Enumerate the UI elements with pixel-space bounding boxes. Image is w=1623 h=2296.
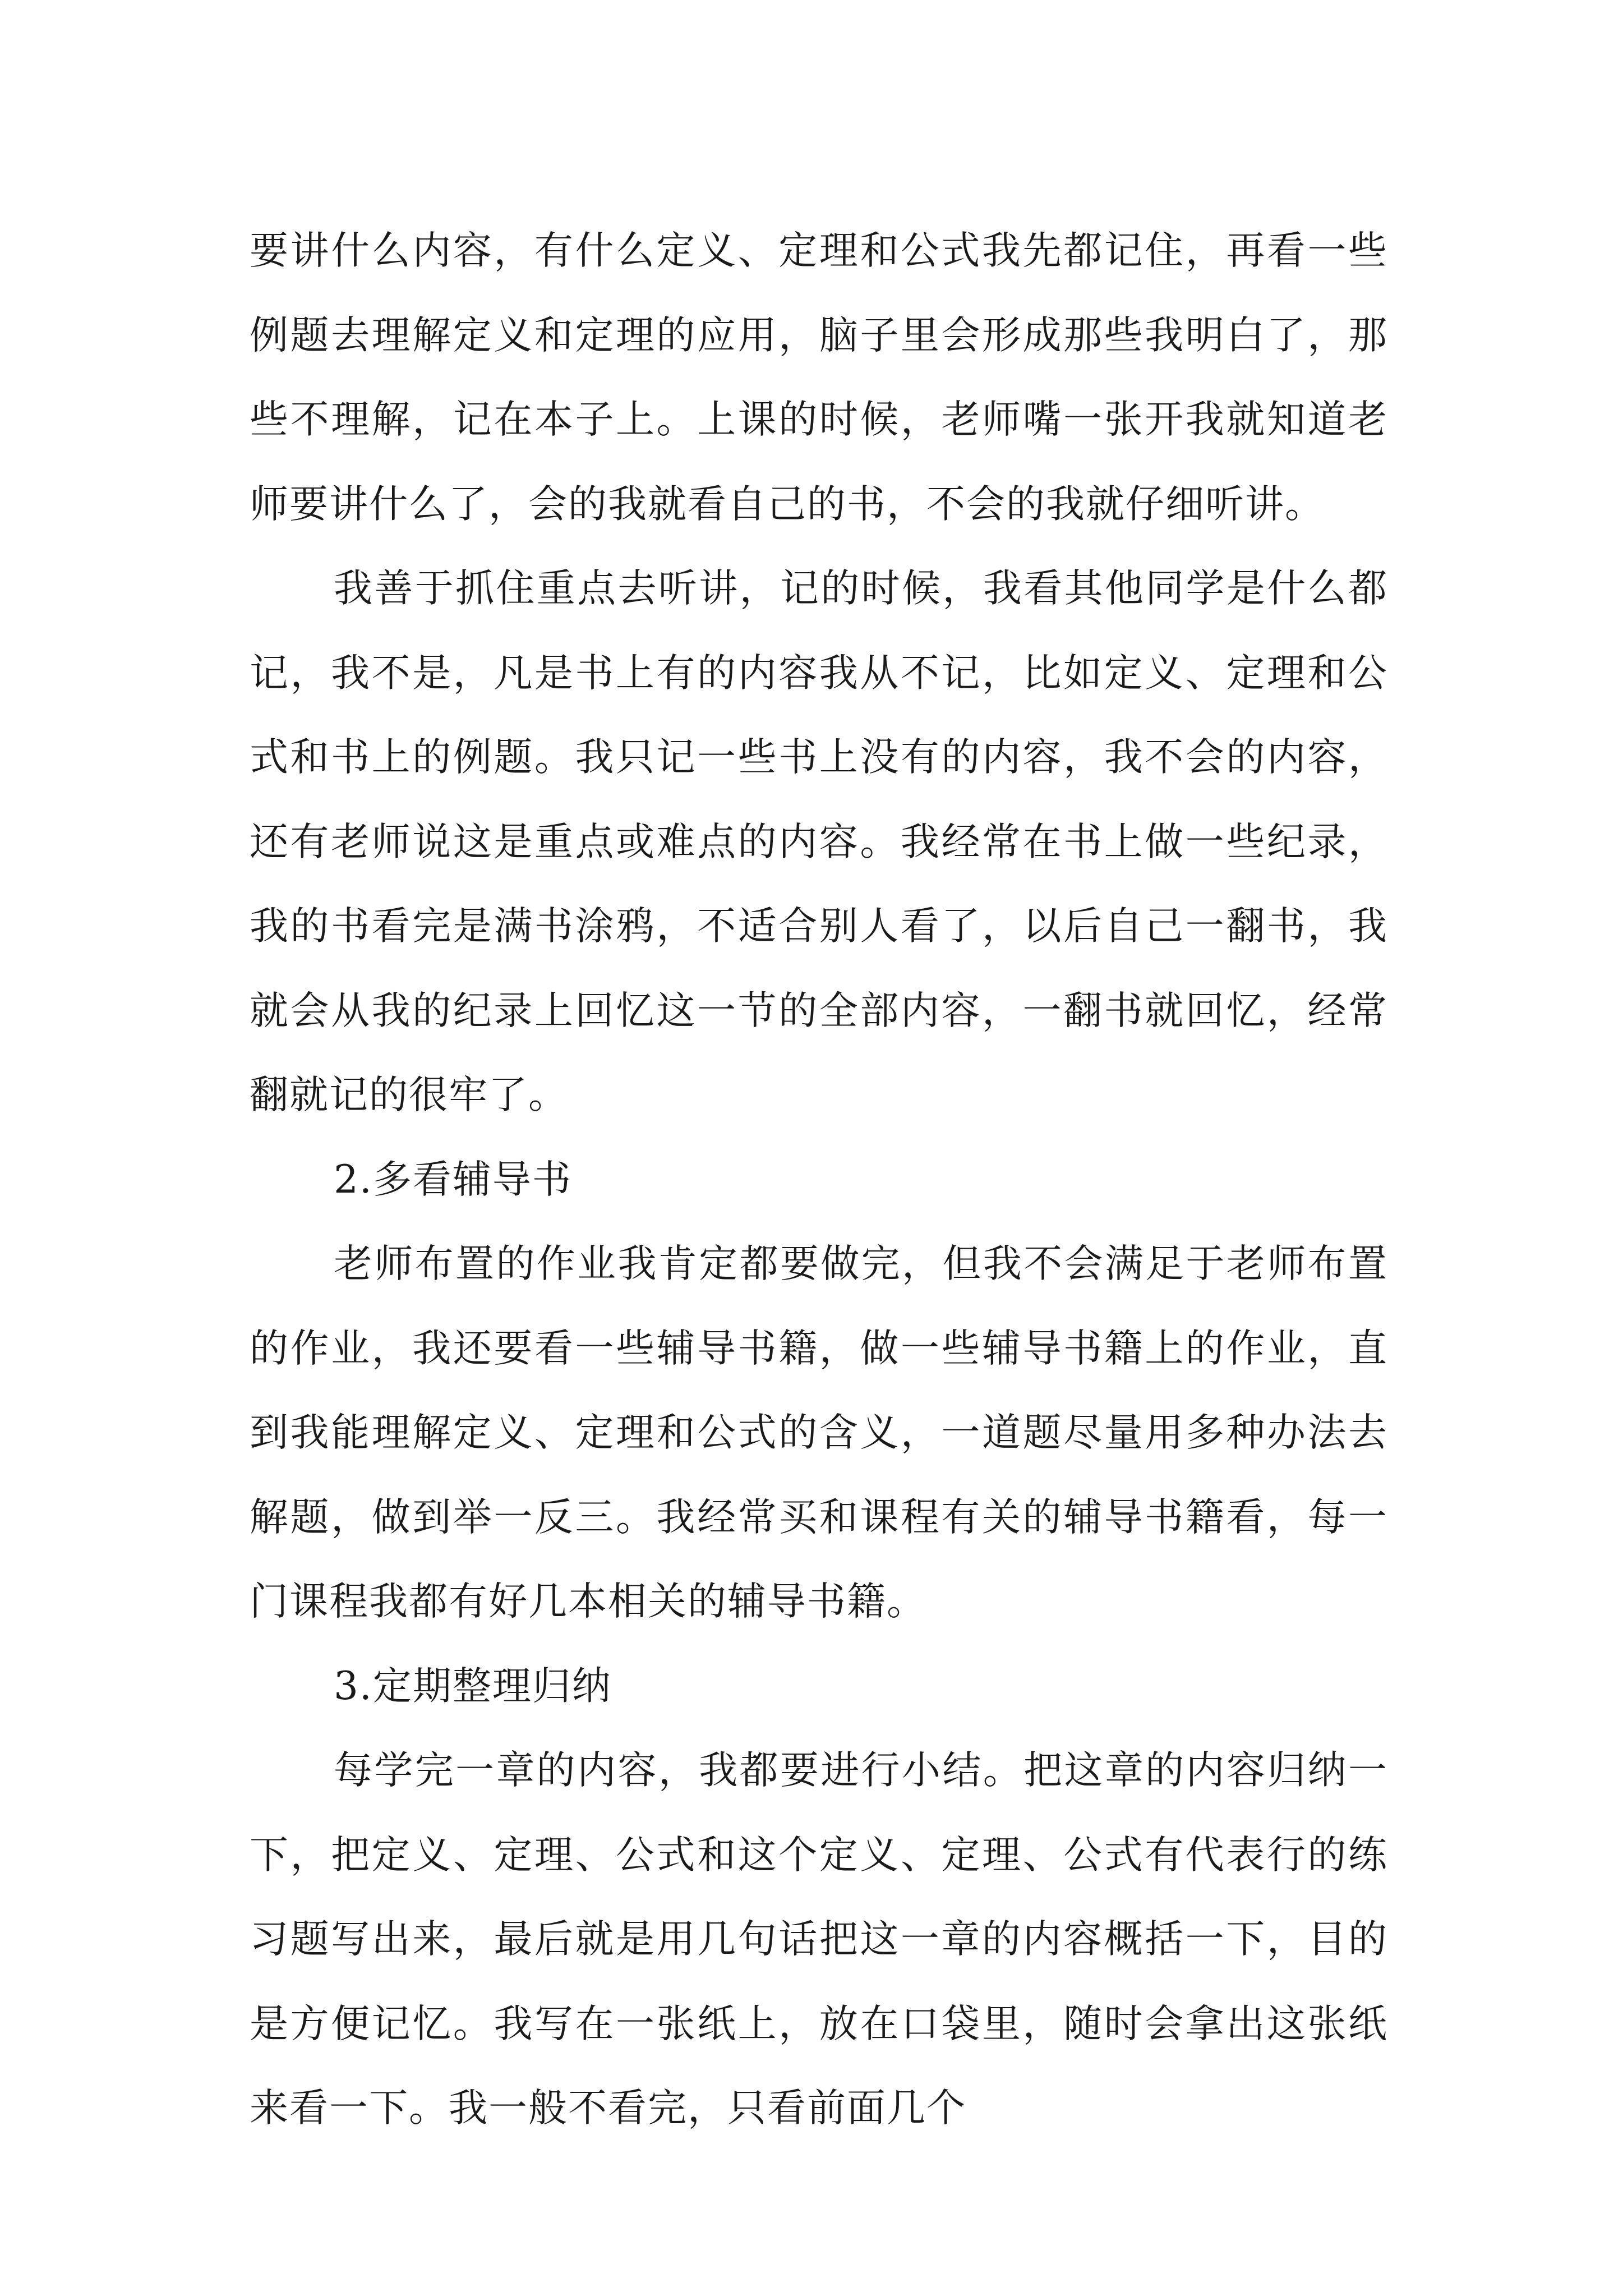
document-body xyxy=(250,209,1388,2151)
section-heading-2: 2.多看辅导书 xyxy=(334,1157,572,1202)
paragraph-reference-books: 老师布置的作业我肯定都要做完，但我不会满足于老师布置的作业，我还要看一些辅导书籍，做一些辅导书籍上的作业，直到我能理解定义、定理和公式的含义，一道题尽量用多种办法去解题，做到举一反三。我经常买和课程有关的辅导书籍看，每一门课程我都有好几本相关的辅导书籍。 xyxy=(250,1241,1388,1624)
section-heading-3: 3.定期整理归纳 xyxy=(334,1663,612,1709)
paragraph-continuation: 要讲什么内容，有什么定义、定理和公式我先都记住，再看一些例题去理解定义和定理的应用，脑子里会形成那些我明白了，那些不理解，记在本子上。上课的时候，老师嘴一张开我就知道老师要讲什么了，会的我就看自己的书，不会的我就仔细听讲。 xyxy=(250,228,1388,527)
paragraph-note-taking: 我善于抓住重点去听讲，记的时候，我看其他同学是什么都记，我不是，凡是书上有的内容我从不记，比如定义、定理和公式和书上的例题。我只记一些书上没有的内容，我不会的内容，还有老师说这是重点或难点的内容。我经常在书上做一些纪录，我的书看完是满书涂鸦，不适合别人看了，以后自己一翻书，我就会从我的纪录上回忆这一节的全部内容，一翻书就回忆，经常翻就记的很牢了。 xyxy=(250,566,1388,1117)
paragraph-summarize: 每学完一章的内容，我都要进行小结。把这章的内容归纳一下，把定义、定理、公式和这个定义、定理、公式有代表行的练习题写出来，最后就是用几句话把这一章的内容概括一下，目的是方便记忆。我写在一张纸上，放在口袋里，随时会拿出这张纸来看一下。我一般不看完，只看前面几个 xyxy=(250,1748,1388,2131)
